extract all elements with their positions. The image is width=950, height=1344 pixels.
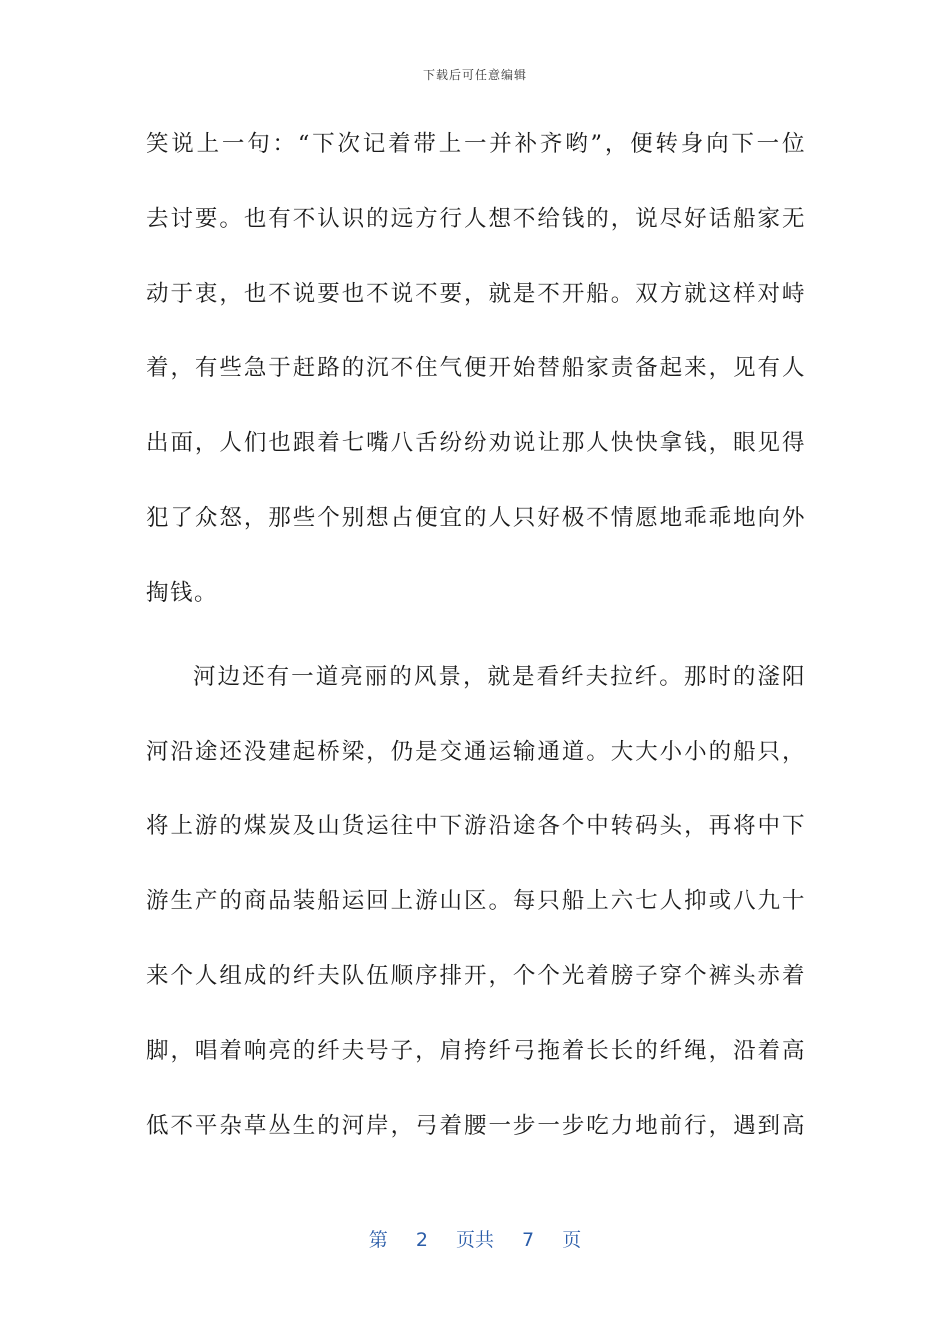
body-line-12: 来个人组成的纤夫队伍顺序排开，个个光着膀子穿个裤头赤着 [146, 962, 806, 989]
footer-prefix: 第 [368, 1229, 388, 1251]
body-line-1: 笑说上一句：“下次记着带上一并补齐哟”，便转身向下一位 [146, 131, 806, 157]
footer-middle: 页共 [455, 1229, 494, 1251]
footer-total-pages: 7 [522, 1229, 535, 1251]
body-line-9: 河沿途还没建起桥梁，仍是交通运输通道。大大小小的船只， [146, 738, 806, 765]
body-line-10: 将上游的煤炭及山货运往中下游沿途各个中转码头，再将中下 [146, 813, 806, 840]
body-line-7: 掏钱。 [146, 579, 219, 606]
body-line-3: 动于衷，也不说要也不说不要，就是不开船。双方就这样对峙 [146, 280, 806, 307]
body-line-11: 游生产的商品装船运回上游山区。每只船上六七人抑或八九十 [146, 888, 806, 915]
page-header-note: 下载后可任意编辑 [422, 68, 527, 82]
body-line-14: 低不平杂草丛生的河岸，弓着腰一步一步吃力地前行，遇到高 [146, 1112, 806, 1139]
body-line-2: 去讨要。也有不认识的远方行人想不给钱的，说尽好话船家无 [146, 205, 806, 232]
body-line-5: 出面，人们也跟着七嘴八舌纷纷劝说让那人快快拿钱，眼见得 [146, 430, 806, 457]
page-footer [0, 1225, 950, 1252]
body-line-8: 河边还有一道亮丽的风景，就是看纤夫拉纤。那时的滏阳 [193, 663, 806, 690]
body-line-13: 脚，唱着响亮的纤夫号子，肩挎纤弓拖着长长的纤绳，沿着高 [146, 1037, 806, 1064]
body-line-4: 着，有些急于赶路的沉不住气便开始替船家责备起来，见有人 [146, 355, 806, 382]
document-body [146, 118, 806, 1174]
body-line-6: 犯了众怒，那些个别想占便宜的人只好极不情愿地乖乖地向外 [146, 504, 806, 531]
footer-suffix: 页 [562, 1229, 582, 1251]
footer-page-number: 2 [415, 1229, 428, 1251]
